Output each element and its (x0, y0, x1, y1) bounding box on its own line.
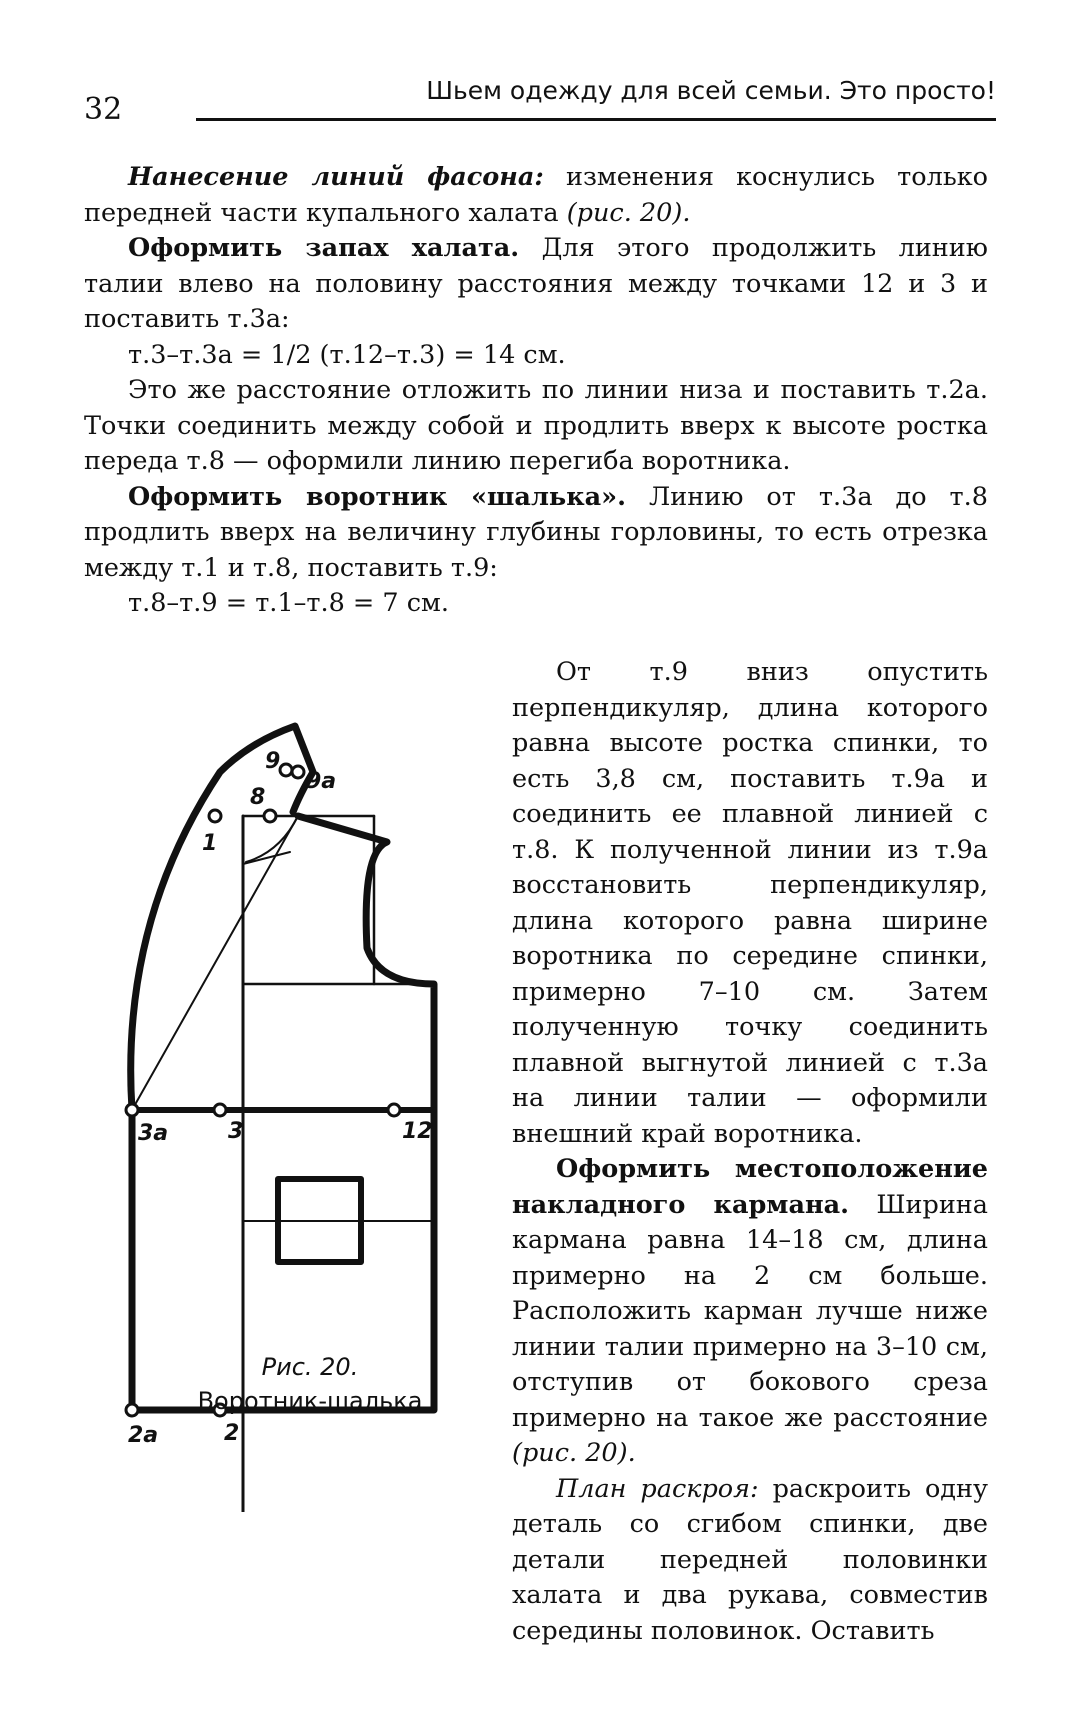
label-12: 12 (402, 1119, 433, 1144)
paragraph-cutting-plan (512, 1472, 988, 1650)
paragraph-fold-line: Это же расстояние отложить по линии низа и поставить т.2а. Точки соединить между собой и продлить вверх к высоте ростка переда т.8 — оформили линию перегиба воротника. (84, 375, 988, 476)
label-9a: 9а (306, 769, 337, 794)
paragraph-lead: Оформить воротник «шалька». (128, 481, 626, 512)
point-1 (209, 810, 221, 822)
formula: т.3–т.3а = 1/2 (т.12–т.3) = 14 см. (128, 339, 566, 370)
paragraph-wrap (84, 231, 988, 338)
main-text-full-width (84, 160, 988, 622)
caption-title: Воротник-шалька (197, 1387, 423, 1415)
paragraph-lead: Оформить запах халата. (128, 233, 520, 263)
paragraph-style-lines (84, 160, 988, 231)
paragraph-lead: План раскроя: (556, 1473, 759, 1504)
formula: т.8–т.9 = т.1–т.8 = 7 см. (128, 588, 449, 618)
paragraph-text: Линию от т.3а до т.8 продлить вверх на величину глубины горловины, то есть отрезка между т.1 и т.8, поставить т.9: (84, 481, 988, 583)
label-2a: 2а (128, 1423, 159, 1448)
figure-reference: (рис. 20). (566, 197, 691, 228)
collar-fold-line (132, 816, 298, 1110)
running-header: Шьем одежду для всей семьи. Это просто! (426, 76, 996, 105)
label-8: 8 (250, 785, 266, 810)
label-3a: 3а (138, 1121, 169, 1146)
label-1: 1 (202, 831, 218, 856)
figure-caption (150, 1350, 470, 1418)
paragraph-text: Ширина кармана равна 14–18 см, длина примерно на 2 см больше. Расположить карман лучше ниже линии талии примерно на 3–10 см, отступив от бокового среза примерно на такое же расстояние (512, 1189, 989, 1433)
label-3: 3 (228, 1119, 244, 1144)
paragraph-text: изменения коснулись только передней части купального халата (84, 162, 988, 228)
paragraph-collar-edge: От т.9 вниз опустить перпендикуляр, длина которого равна высоте ростка спинки, то есть 3,8 см, поставить т.9а и соединить ее плавной линией с т.8. К полученной линии из т.9а восстановить перпендикуляр, длина которого равна ширине воротника по середине спинки, примерно 7–10 см. Затем полученную точку соединить плавной выгнутой линией с т.3а на линии талии — оформили внешний край воротника. (512, 657, 988, 1149)
paragraph-text: Для этого продолжить линию талии влево на половину расстояния между точками 12 и 3 и поставить т.3а: (84, 233, 989, 334)
main-text-right-column (512, 655, 988, 1649)
point-8 (264, 810, 276, 822)
point-9a (292, 766, 304, 778)
paragraph-shawl-collar (84, 480, 988, 587)
point-12 (388, 1104, 400, 1116)
paragraph-lead: Оформить местоположение накладного кармана. (512, 1154, 988, 1220)
label-2: 2 (224, 1421, 240, 1446)
point-3a (126, 1104, 138, 1116)
paragraph-pocket (512, 1152, 988, 1472)
paragraph-text: раскроить одну деталь со сгибом спинки, две детали передней половинки халата и два рукава, совместив середины половинок. Оставить (512, 1473, 988, 1646)
header-rule (196, 118, 996, 121)
label-9: 9 (265, 749, 281, 774)
page-number: 32 (84, 92, 123, 127)
figure-reference: (рис. 20). (512, 1438, 636, 1468)
shawl-collar-outer-edge (131, 726, 313, 1110)
paragraph-lead: Нанесение линий фасона: (128, 162, 544, 192)
point-9 (280, 764, 292, 776)
caption-number: Рис. 20. (261, 1353, 359, 1381)
point-2a (126, 1404, 138, 1416)
point-3 (214, 1104, 226, 1116)
